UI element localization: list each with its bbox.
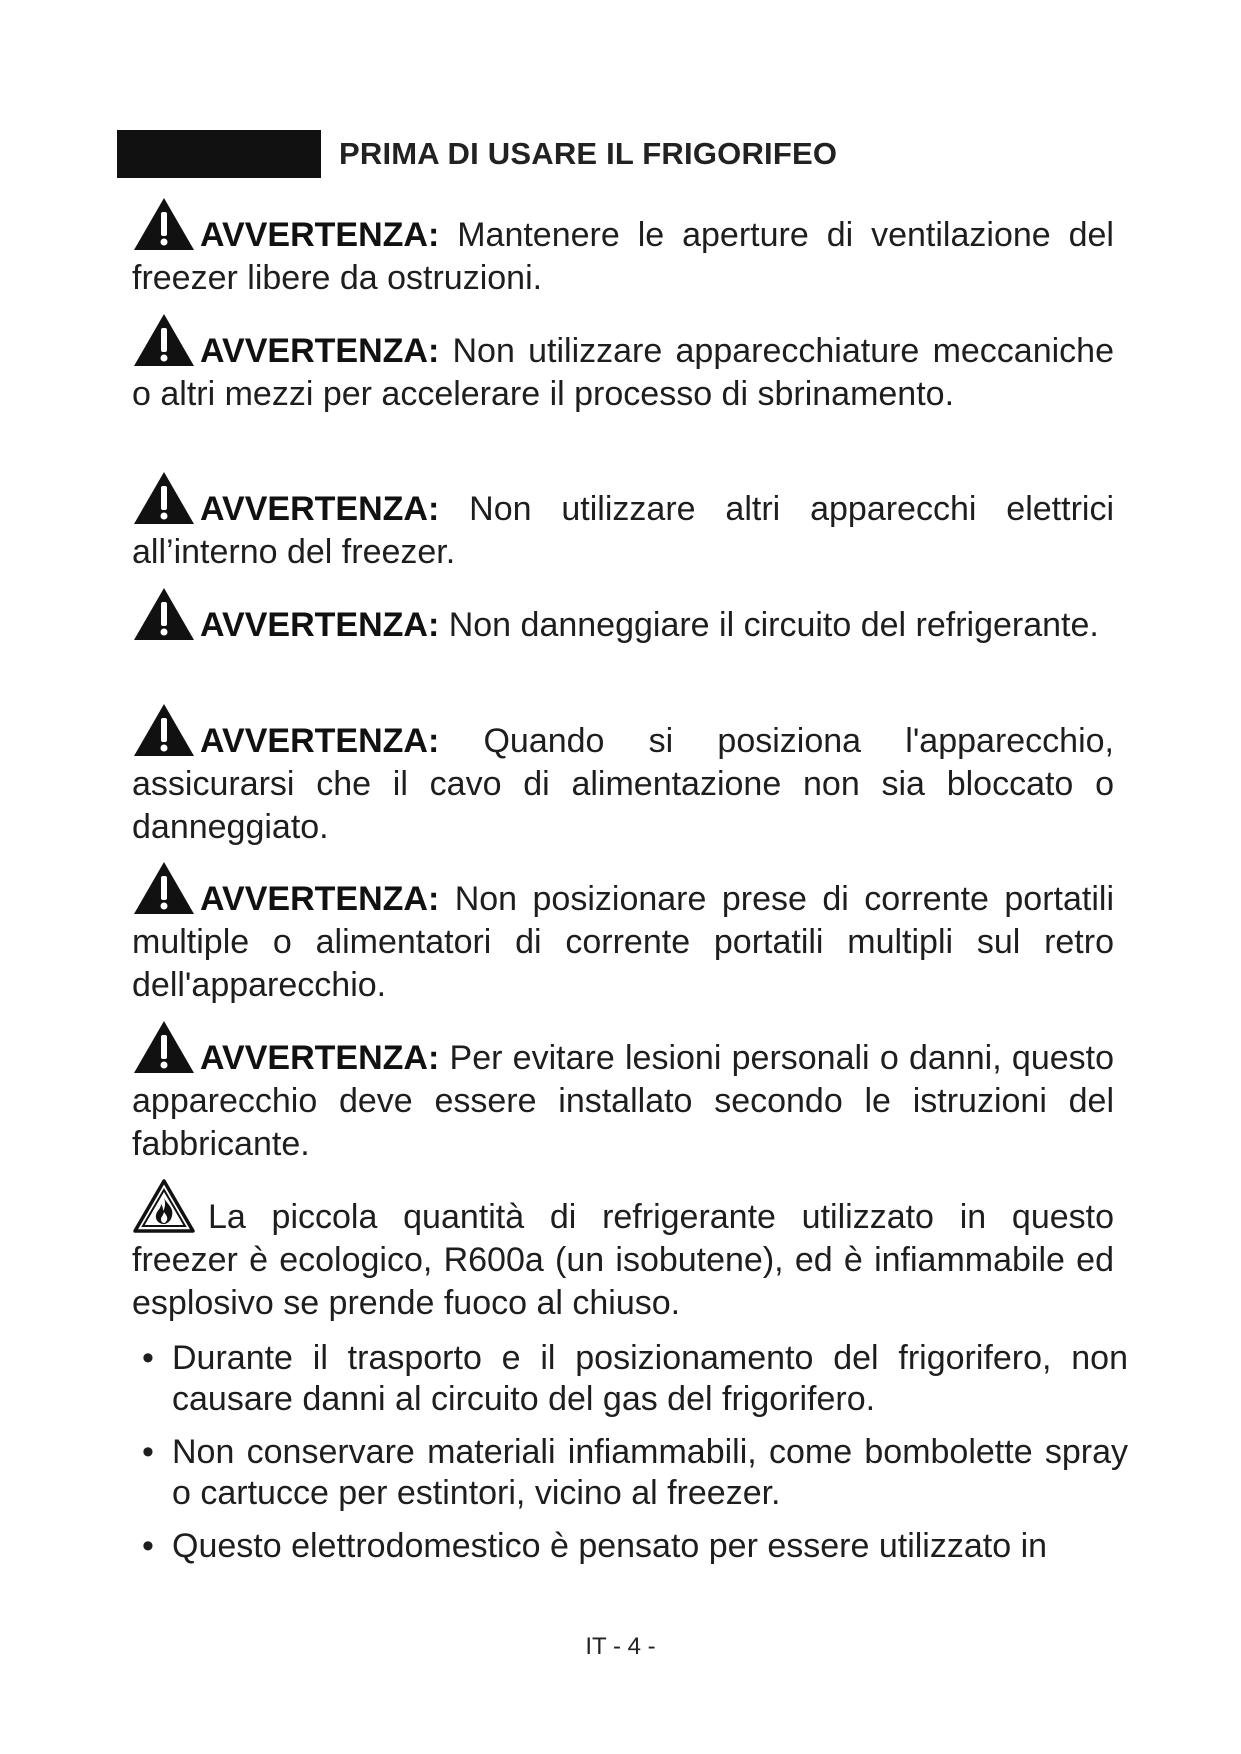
- warning-paragraph-1: [132, 196, 1114, 300]
- warning-triangle-icon: [132, 702, 196, 758]
- warning-label: AVVERTENZA:: [200, 1039, 440, 1077]
- warning-text: Per evitare lesioni personali o danni, questo apparecchio deve essere installato secondo le istruzioni del fabbricante.: [132, 1039, 1114, 1163]
- warning-triangle-icon: [132, 586, 196, 642]
- warning-paragraph-3: [132, 470, 1114, 574]
- warning-triangle-icon: [132, 196, 196, 252]
- warning-label: AVVERTENZA:: [200, 332, 440, 370]
- warning-text: Mantenere le aperture di ventilazione del freezer libere da ostruzioni.: [132, 216, 1114, 297]
- warning-text: Non posizionare prese di corrente portatili multiple o alimentatori di corrente portatili multipli sul retro dell'apparecchio.: [132, 880, 1114, 1004]
- list-item-text: Durante il trasporto e il posizionamento del frigorifero, non causare danni al circuito del gas del frigorifero.: [172, 1339, 1128, 1418]
- section-header: [117, 130, 837, 178]
- warning-label: AVVERTENZA:: [200, 722, 440, 760]
- warning-triangle-icon: [132, 312, 196, 368]
- warning-text: Non danneggiare il circuito del refrigerante.: [439, 606, 1099, 644]
- warning-paragraph-6: [132, 860, 1114, 1007]
- warning-text: Non utilizzare altri apparecchi elettrici all’interno del freezer.: [132, 490, 1114, 571]
- list-item: [142, 1338, 1128, 1420]
- warning-label: AVVERTENZA:: [200, 490, 440, 528]
- warning-label: AVVERTENZA:: [200, 216, 440, 254]
- flammable-triangle-icon: [132, 1178, 196, 1234]
- bullet-icon: •: [142, 1339, 154, 1377]
- warning-paragraph-4: [132, 586, 1114, 647]
- list-item-text: Non conservare materiali infiammabili, come bombolette spray o cartucce per estintori, vicino al freezer.: [172, 1433, 1128, 1512]
- bullet-icon: •: [142, 1527, 154, 1565]
- list-item: [142, 1526, 1128, 1567]
- flammable-text: La piccola quantità di refrigerante utilizzato in questo freezer è ecologico, R600a (un isobutene), ed è infiammabile ed esplosivo se prende fuoco al chiuso.: [132, 1198, 1114, 1322]
- header-black-bar: [117, 130, 321, 178]
- flammable-paragraph: [132, 1178, 1114, 1325]
- page-title: PRIMA DI USARE IL FRIGORIFEO: [339, 136, 838, 171]
- page-number: IT - 4 -: [585, 1633, 656, 1660]
- warning-triangle-icon: [132, 1019, 196, 1075]
- warning-text: Non utilizzare apparecchiature meccaniche o altri mezzi per accelerare il processo di sbrinamento.: [132, 332, 1114, 413]
- warning-paragraph-7: [132, 1019, 1114, 1166]
- warning-text: Quando si posiziona l'apparecchio, assicurarsi che il cavo di alimentazione non sia bloccato o danneggiato.: [132, 722, 1114, 846]
- warning-triangle-icon: [132, 470, 196, 526]
- bullet-icon: •: [142, 1433, 154, 1471]
- list-item: [142, 1432, 1128, 1514]
- warning-paragraph-2: [132, 312, 1114, 416]
- warning-paragraph-5: [132, 702, 1114, 849]
- warning-label: AVVERTENZA:: [200, 880, 440, 918]
- list-item-text: Questo elettrodomestico è pensato per essere utilizzato in: [172, 1527, 1048, 1565]
- warning-label: AVVERTENZA:: [200, 606, 440, 644]
- warning-triangle-icon: [132, 860, 196, 916]
